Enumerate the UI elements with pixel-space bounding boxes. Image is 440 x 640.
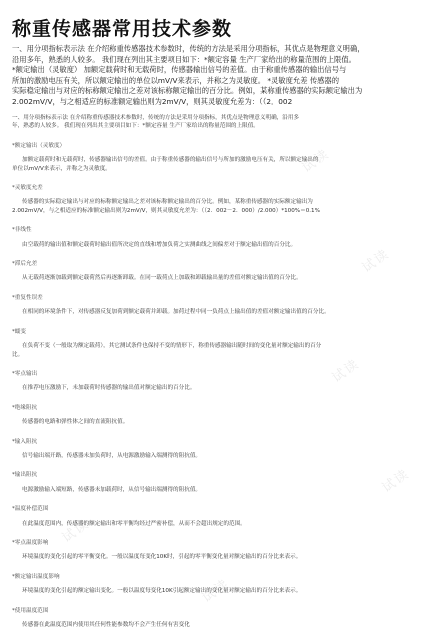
- document-body: [12, 114, 424, 640]
- section-heading: *零点温度影响: [12, 539, 49, 546]
- section: [12, 184, 424, 215]
- section-text: 在负荷不变（一般取为额定载荷），其它测试条件也保持不变的情形下，称重传感器输出随时间的变化量对额定输出的百分: [22, 343, 322, 350]
- intro-line: 实际稳定输出与对应的标称额定输出之差对该标称额定输出的百分比。例如，某称重传感器的实际额定输出为: [12, 86, 363, 96]
- section-text: 比。: [12, 351, 24, 358]
- section-text: 电源激励输入端短路，传感器未加载荷时，从信号输出端测得的阻抗值。: [22, 486, 202, 493]
- section-heading: *非线性: [12, 227, 32, 234]
- section-heading: *额定输出（灵敏度）: [12, 142, 66, 149]
- section-heading: *重复性误差: [12, 294, 43, 301]
- watermark: 试读: [379, 466, 413, 496]
- section-heading: *温度补偿范围: [12, 506, 49, 513]
- intro-paragraph: [12, 44, 424, 108]
- intro-line: *额定输出（灵敏度） 加额定载荷时和无载荷时，传感器输出信号的差值。由于称重传感器的输出信号与: [12, 65, 347, 75]
- section: [12, 404, 424, 427]
- section-text: 环境温度的变化引起的零平衡变化。一般以温度每变化10K时，引起的零平衡变化量对额定输出的百分比来表示。: [22, 554, 302, 561]
- section-heading: *灵敏度允差: [12, 185, 43, 192]
- section-heading: *使用温度范围: [12, 607, 49, 614]
- section-text: 传感器的电路和弹性体之间的直流阻抗值。: [22, 419, 129, 426]
- section: [12, 573, 424, 596]
- section-text: 传感器在此温度范围内使用其任何性能参数均不会产生任何有害变化: [22, 622, 190, 628]
- section: [12, 438, 424, 461]
- section-heading: *额定输出温度影响: [12, 573, 60, 580]
- intro-line: 一、用分项指标表示法 在介绍称重传感器技术参数时，传统的方法是采用分项指标，其优点是物理意义明确，: [12, 44, 365, 53]
- intro-line: 所加的激励电压有关，所以额定输出的单位以mV/V来表示，并称之为灵敏度。 *灵敏度允差 传感器的: [12, 75, 340, 85]
- section: [12, 114, 424, 131]
- section-text: 2.002mV/V，与之相适应的标准额定输出则为2mV/V，则其灵敏度允差为：（（2．002－2．000）/2.000）*100%＝0.1%: [12, 207, 320, 214]
- section-text: 从无载荷逐渐加载到额定载荷然后再逐渐卸载。在同一载荷点上加载和卸载输出量的差值对额定输出值的百分比。: [22, 275, 302, 282]
- section: [12, 294, 424, 317]
- section-text: 一、用分项指标表示法 在介绍称重传感器技术参数时，传统的方法是采用分项指标，其优点是物理意义明确，沿用多: [12, 115, 300, 121]
- section-heading: *输入阻抗: [12, 438, 38, 445]
- section: [12, 226, 424, 249]
- section-text: 单位以mV/V来表示，并称之为灵敏度。: [12, 165, 111, 172]
- section-text: 加额定载荷时和无载荷时，传感器输出信号的差值。由于称重传感器的输出信号与所加的激励电压有关，所以额定输出的: [22, 157, 319, 164]
- section: [12, 607, 424, 630]
- section-text: 年，熟悉的人较多。 我们现在列出其主要项目如下：*额定容量 生产厂家给出的称量范围的上限值。: [12, 123, 259, 130]
- section-text: 传感器的实际稳定输出与对应的标称额定输出之差对该标称额定输出的百分比。例如，某称重传感器的实际额定输出为: [22, 199, 313, 206]
- section: [12, 328, 424, 359]
- watermark: 试读: [359, 246, 393, 276]
- section: [12, 505, 424, 528]
- section-text: 由空载荷的输出值和额定载荷时输出值所决定的直线和增加负荷之实测曲线之间偏差对于额定输出值的百分比。: [22, 241, 297, 248]
- section-text: 在相同的环境条件下，对传感器反复加荷到额定载荷并卸载。加荷过程中同一负荷点上输出值的差值对额定输出值的百分比。: [22, 309, 330, 316]
- section-text: 环境温度的变化引起的额定输出变化。一般以温度每变化10K引起额定输出的变化量对额定输出的百分比来表示。: [22, 588, 302, 595]
- section-heading: *绝缘阻抗: [12, 404, 38, 411]
- section: [12, 370, 424, 393]
- page-title: 称重传感器常用技术参数: [12, 18, 233, 40]
- intro-line: 2.002mV/V，与之相适应的标准额定输出则为2mV/V，则其灵敏度允差为：（（2．002: [12, 96, 293, 106]
- watermark: 试读: [299, 146, 333, 176]
- section-text: 在此温度范围内，传感器的额定输出和零平衡均经过严密补偿，从而不会超出规定的范围。: [22, 520, 246, 527]
- watermark: 试读: [59, 516, 93, 546]
- section-text: 信号输出端开路，传感器未加负荷时，从电源激励输入端测得的阻抗值。: [22, 452, 202, 459]
- section-text: 在推荐电压激励下，未加载荷时传感器的输出值对额定输出的百分比。: [22, 385, 196, 392]
- section-heading: *输出阻抗: [12, 472, 38, 479]
- section: [12, 471, 424, 494]
- section-heading: *蠕变: [12, 328, 26, 335]
- watermark: 试读: [199, 576, 233, 606]
- section: [12, 142, 424, 173]
- intro-line: 沿用多年，熟悉的人较多。 我们现在列出其主要项目如下：*额定容量 生产厂家给出的称量范围的上限值。: [12, 54, 356, 64]
- section: [12, 260, 424, 283]
- watermark: 试读: [329, 356, 363, 386]
- section: [12, 539, 424, 562]
- section-heading: *零点输出: [12, 370, 38, 377]
- section-heading: *滞后允差: [12, 261, 38, 268]
